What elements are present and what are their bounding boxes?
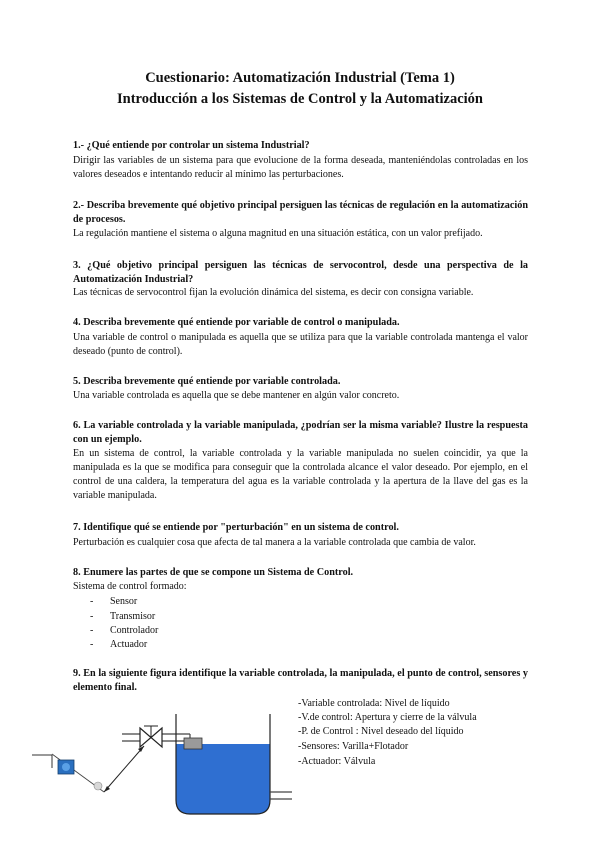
question-8: 8. Enumere las partes de que se compone un Sistema de Control. [73, 567, 354, 578]
part-controlador: Controlador [110, 625, 159, 636]
answer-7: Perturbación es cualquier cosa que afecta de tal manera a la variable controlada que cambia de valor. [73, 537, 476, 548]
answer-1: Dirigir las variables de un sistema para que evolucione de la forma deseada, manteniéndolas controladas en los valores deseados e intentando reducir al mínimo las perturbaciones. [73, 155, 528, 180]
list-item: - Sensor [90, 596, 138, 607]
answer-2: La regulación mantiene el sistema o alguna magnitud en una situación estática, con un valor prefijado. [73, 228, 483, 239]
question-1: 1.- ¿Qué entiende por controlar un sistema Industrial? [73, 140, 310, 151]
answer-3: Las técnicas de servocontrol fijan la evolución dinámica del sistema, es decir con consigna variable. [73, 287, 474, 298]
answer-6: En un sistema de control, la variable controlada y la variable manipulada no suelen coincidir, ya que la manipulada es la que se modifica para conseguir que la controlada alcance el valor deseado. Por ejemplo, en el control de una caldera, la temperatura del agua es la variable controlada y la apertura de la llave del gas es la variable manipulada. [73, 448, 528, 501]
answer-8: Sistema de control formado: [73, 581, 187, 592]
part-actuador: Actuador [110, 639, 148, 650]
question-4: 4. Describa brevemente qué entiende por variable de control o manipulada. [73, 317, 400, 328]
legend-controlled-variable: -Variable controlada: Nivel de líquido [298, 698, 450, 709]
valve-icon [140, 726, 162, 747]
float-icon [184, 738, 202, 749]
tank [176, 714, 292, 814]
question-3: 3. ¿Qué objetivo principal persiguen las técnicas de servocontrol, desde una perspectiva de la Automatización Industrial? [73, 260, 528, 285]
legend-control-variable: -V.de control: Apertura y cierre de la válvula [298, 712, 477, 723]
legend-actuator: -Actuador: Válvula [298, 756, 376, 767]
list-item: - Controlador [90, 625, 159, 636]
list-item: - Transmisor [90, 611, 156, 622]
question-9: 9. En la siguiente figura identifique la variable controlada, la manipulada, el punto de control, sensores y elemento final. [73, 668, 528, 693]
answer-5: Una variable controlada es aquella que se debe mantener en algún valor concreto. [73, 390, 400, 401]
question-6: 6. La variable controlada y la variable manipulada, ¿podrían ser la misma variable? Ilustre la respuesta con un ejemplo. [73, 420, 528, 445]
legend-control-point: -P. de Control : Nivel deseado del líquido [298, 726, 464, 737]
part-transmisor: Transmisor [110, 611, 156, 622]
question-7: 7. Identifique qué se entiende por "perturbación" en un sistema de control. [73, 522, 399, 533]
part-sensor: Sensor [110, 596, 138, 607]
list-item: - Actuador [90, 639, 148, 650]
title-line-2: Introducción a los Sistemas de Control y la Automatización [116, 91, 483, 107]
title-line-1: Cuestionario: Automatización Industrial (Tema 1) [145, 70, 455, 86]
support-bracket [32, 755, 52, 768]
question-5: 5. Describa brevemente qué entiende por variable controlada. [73, 376, 341, 387]
question-2: 2.- Describa brevemente qué objetivo principal persiguen las técnicas de regulación en la automatización de procesos. [73, 200, 528, 225]
legend-sensors: -Sensores: Varilla+Flotador [298, 741, 409, 752]
answer-4: Una variable de control o manipulada es aquella que se utiliza para que la variable controlada mantenga el valor deseado (punto de control). [73, 332, 528, 357]
